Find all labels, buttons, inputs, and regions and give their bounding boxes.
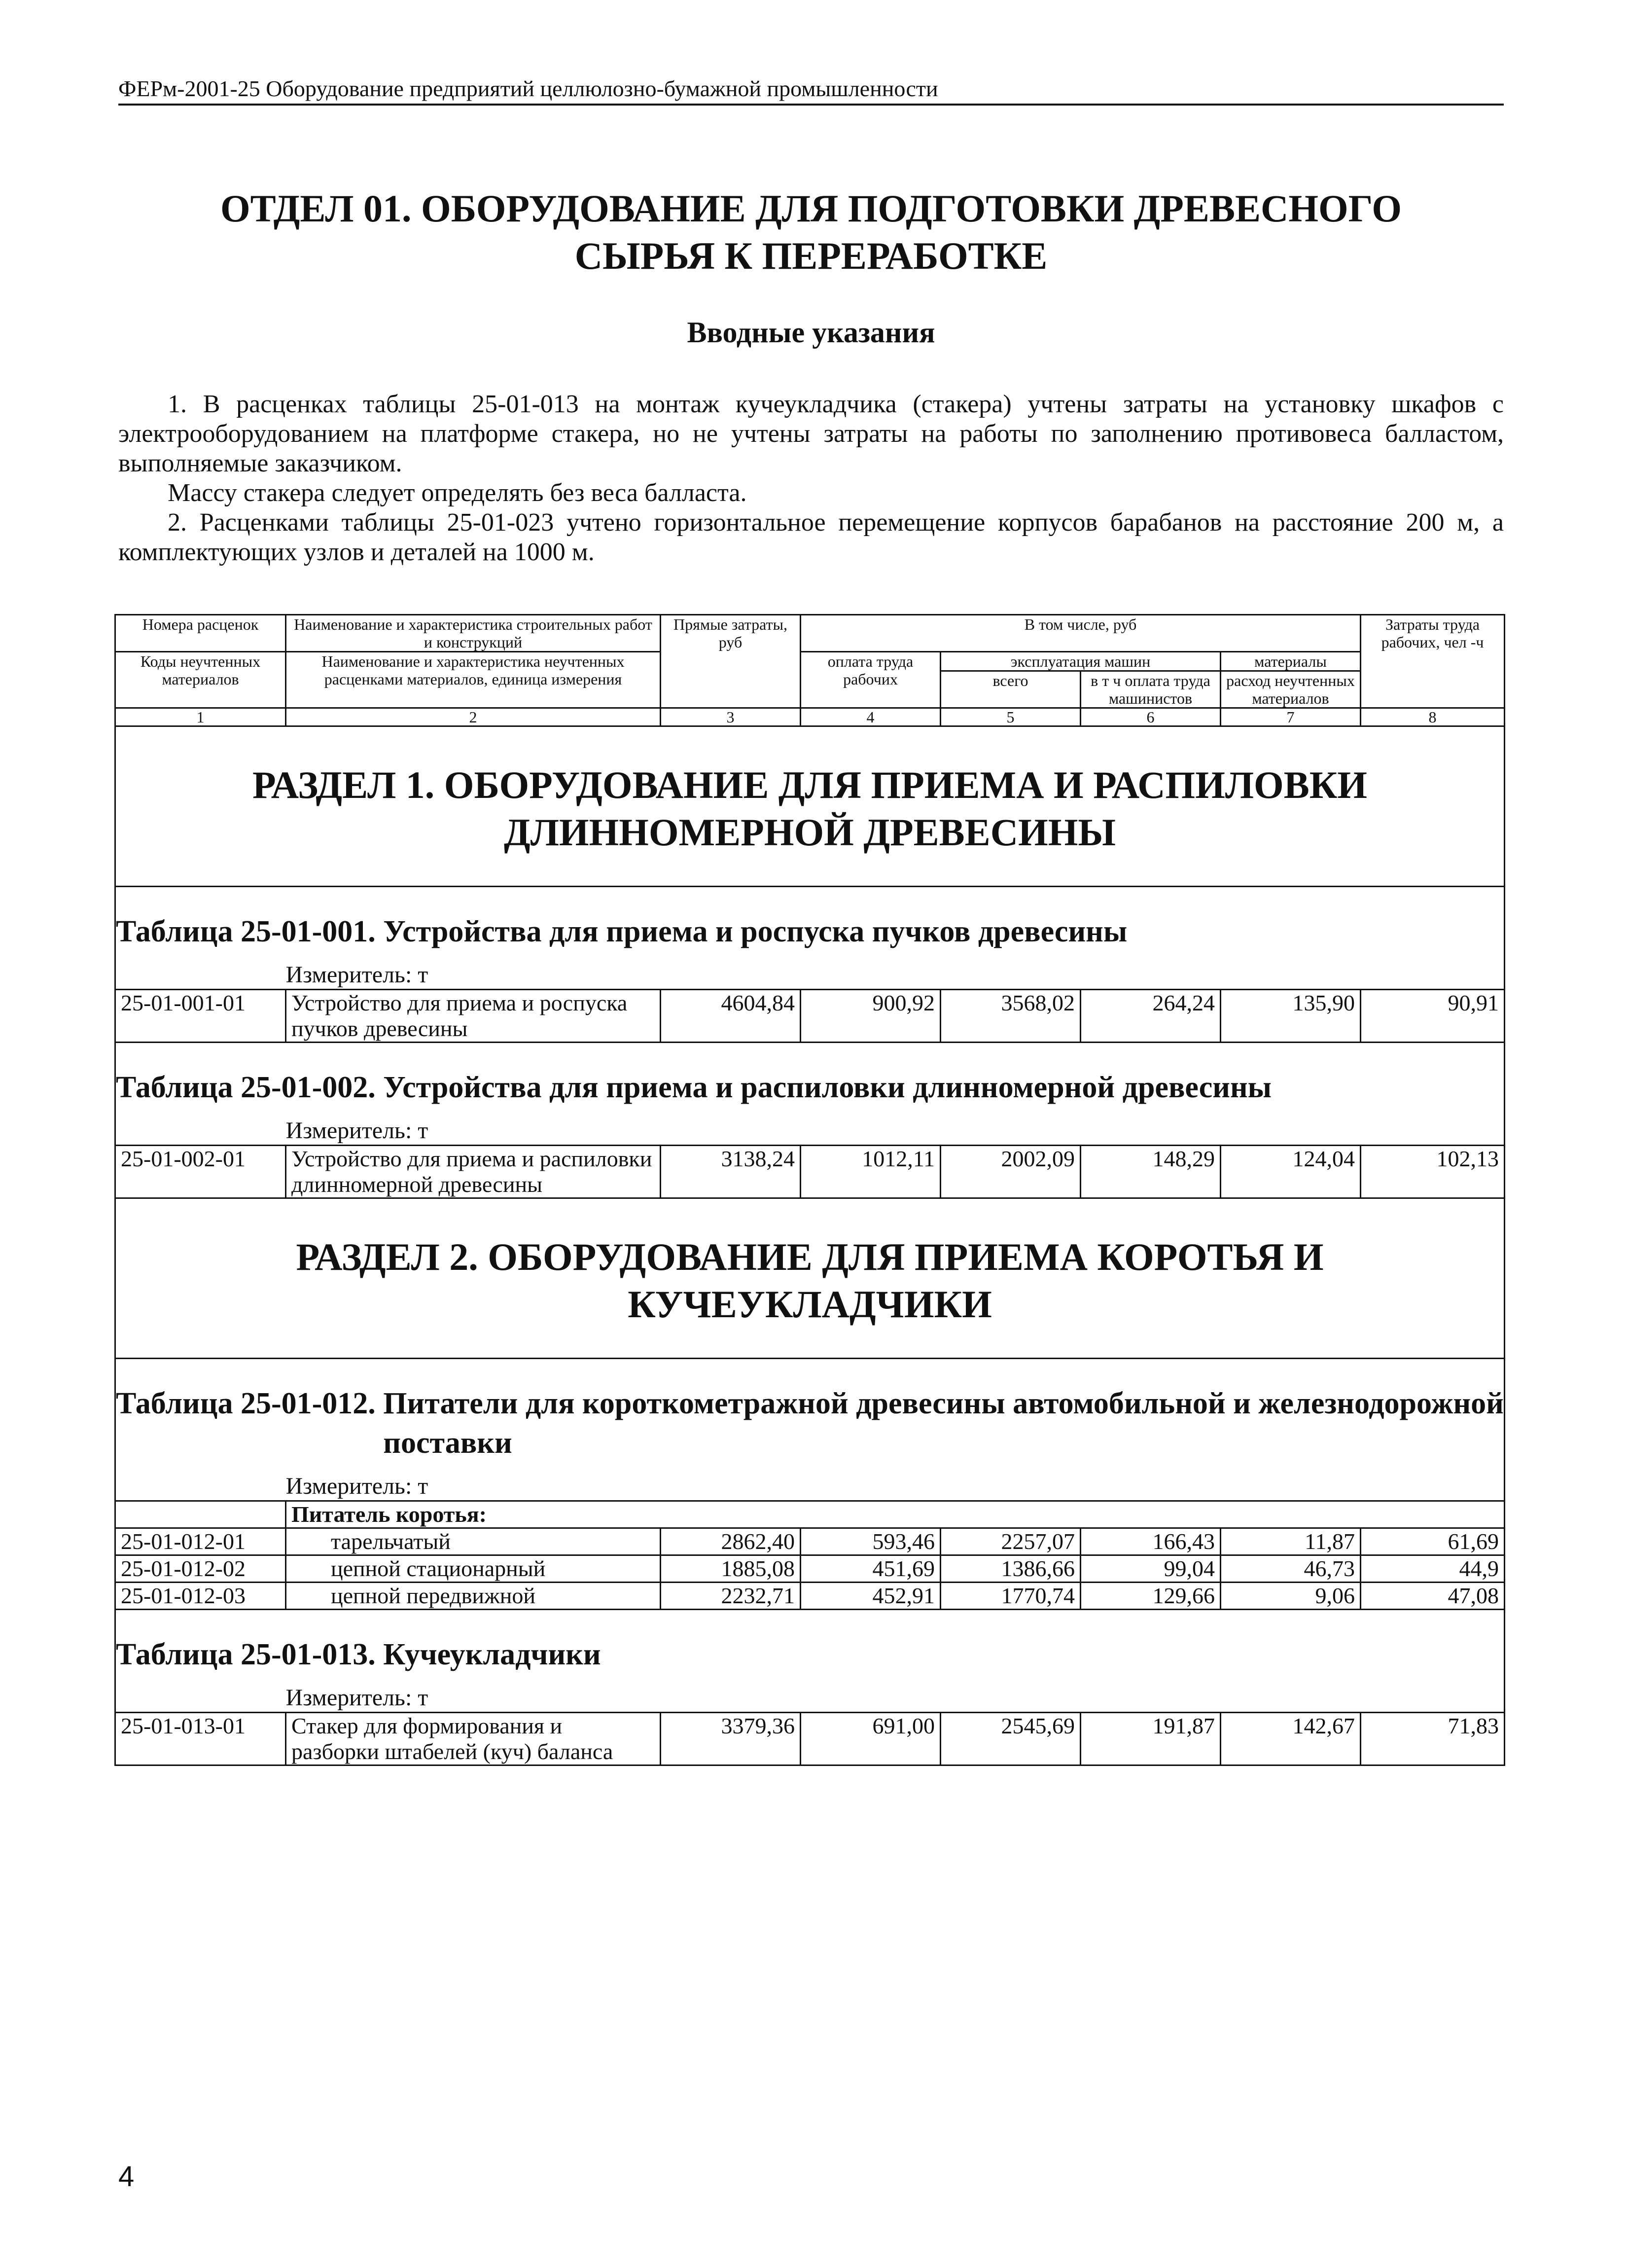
table-row xyxy=(115,1528,1505,1555)
section-title-row xyxy=(115,726,1505,887)
machinist-pay: 191,87 xyxy=(1081,1713,1221,1765)
table-title-label: Таблица 25-01-012. xyxy=(116,1387,376,1420)
labor-pay: 1012,11 xyxy=(801,1146,941,1198)
intro-heading: Вводные указания xyxy=(687,316,935,349)
table-title-name: Устройства для приема и роспуска пучков древесины xyxy=(383,915,1128,948)
running-header: ФЕРм-2001-25 Оборудование предприятий целлюлозно-бумажной промышленности xyxy=(118,76,1504,106)
measure-unit: Измеритель: т xyxy=(286,1463,1505,1501)
table-title xyxy=(115,1043,1505,1108)
chapter-title-line2: СЫРЬЯ К ПЕРЕРАБОТКЕ xyxy=(574,234,1048,277)
column-number: 5 xyxy=(941,708,1081,726)
rate-name: тарельчатый xyxy=(286,1528,661,1555)
column-number: 4 xyxy=(801,708,941,726)
section-title-row xyxy=(115,1198,1505,1359)
materials-costs: 142,67 xyxy=(1221,1713,1361,1765)
column-numbers-row xyxy=(115,708,1505,726)
rates-table xyxy=(114,614,1505,1766)
labor-hours: 102,13 xyxy=(1361,1146,1505,1198)
measure-spacer xyxy=(115,951,286,990)
materials-costs: 9,06 xyxy=(1221,1583,1361,1610)
labor-pay: 452,91 xyxy=(801,1583,941,1610)
table-header-row xyxy=(115,615,1505,652)
intro-paragraph: 1. В расценках таблицы 25-01-013 на монтаж кучеукладчика (стакера) учтены затраты на установку шкафов с электрооборудованием на платформе стакера, но не учтены затраты на работы по заполнению противовеса балластом, выполняемые заказчиком. xyxy=(118,390,1504,477)
materials-costs: 11,87 xyxy=(1221,1528,1361,1555)
header-machinist-pay: в т ч оплата труда машинистов xyxy=(1081,671,1221,708)
rate-code: 25-01-001-01 xyxy=(115,990,286,1043)
machinist-pay: 129,66 xyxy=(1081,1583,1221,1610)
header-direct-costs: Прямые затраты, руб xyxy=(661,615,801,708)
labor-hours: 71,83 xyxy=(1361,1713,1505,1765)
machine-costs: 1386,66 xyxy=(941,1555,1081,1583)
rate-name: Устройство для приема и распиловки длинномерной древесины xyxy=(286,1146,661,1198)
rate-name: Стакер для формирования и разборки штабелей (куч) баланса xyxy=(286,1713,661,1765)
direct-costs: 2862,40 xyxy=(661,1528,801,1555)
measure-row xyxy=(115,1107,1505,1146)
table-title-label: Таблица 25-01-001. xyxy=(116,915,376,948)
section-title-line1: РАЗДЕЛ 1. ОБОРУДОВАНИЕ ДЛЯ ПРИЕМА И РАСПИЛОВКИ xyxy=(252,763,1367,806)
header-machine-operation: эксплуатация машин xyxy=(941,652,1221,671)
direct-costs: 4604,84 xyxy=(661,990,801,1043)
table-title-name: Устройства для приема и распиловки длинномерной древесины xyxy=(383,1071,1272,1104)
machinist-pay: 264,24 xyxy=(1081,990,1221,1043)
machinist-pay: 99,04 xyxy=(1081,1555,1221,1583)
labor-hours: 47,08 xyxy=(1361,1583,1505,1610)
measure-row xyxy=(115,1463,1505,1501)
table-header-row xyxy=(115,652,1505,671)
labor-hours: 61,69 xyxy=(1361,1528,1505,1555)
rate-name: Устройство для приема и роспуска пучков древесины xyxy=(286,990,661,1043)
rate-code: 25-01-012-03 xyxy=(115,1583,286,1610)
header-codes-bottom: Коды неучтенных материалов xyxy=(115,652,286,708)
table-title-row xyxy=(115,1043,1505,1108)
table-title-row xyxy=(115,1610,1505,1675)
table-title-label: Таблица 25-01-002. xyxy=(116,1071,376,1104)
section-title xyxy=(115,726,1505,887)
measure-spacer xyxy=(115,1107,286,1146)
machine-costs: 2257,07 xyxy=(941,1528,1081,1555)
column-number: 1 xyxy=(115,708,286,726)
rate-name: цепной передвижной xyxy=(286,1583,661,1610)
direct-costs: 3379,36 xyxy=(661,1713,801,1765)
chapter-title-line1: ОТДЕЛ 01. ОБОРУДОВАНИЕ ДЛЯ ПОДГОТОВКИ ДРЕВЕСНОГО xyxy=(220,187,1402,230)
column-number: 7 xyxy=(1221,708,1361,726)
table-title-row xyxy=(115,1359,1505,1463)
section-title-line2: ДЛИННОМЕРНОЙ ДРЕВЕСИНЫ xyxy=(504,811,1116,854)
header-codes-top: Номера расценок xyxy=(115,615,286,652)
rate-code: 25-01-002-01 xyxy=(115,1146,286,1198)
header-including: В том числе, руб xyxy=(801,615,1361,652)
header-labor-costs: Затраты труда рабочих, чел -ч xyxy=(1361,615,1505,708)
measure-spacer xyxy=(115,1463,286,1501)
header-unaccounted-materials: расход неучтенных материалов xyxy=(1221,671,1361,708)
table-title xyxy=(115,1610,1505,1675)
group-label: Питатель коротья: xyxy=(286,1501,1505,1528)
header-total: всего xyxy=(941,671,1081,708)
table-row xyxy=(115,1713,1505,1765)
table-title-name: Питатели для короткометражной древесины автомобильной и железнодорожной поставки xyxy=(383,1387,1504,1460)
table-row xyxy=(115,1583,1505,1610)
materials-costs: 135,90 xyxy=(1221,990,1361,1043)
intro-paragraph: 2. Расценками таблицы 25-01-023 учтено горизонтальное перемещение корпусов барабанов на расстояние 200 м, а комплектующих узлов и деталей на 1000 м. xyxy=(118,508,1504,566)
measure-unit: Измеритель: т xyxy=(286,1107,1505,1146)
rate-code: 25-01-012-02 xyxy=(115,1555,286,1583)
machine-costs: 1770,74 xyxy=(941,1583,1081,1610)
table-row xyxy=(115,1146,1505,1198)
direct-costs: 2232,71 xyxy=(661,1583,801,1610)
table-title-row xyxy=(115,887,1505,952)
table-title xyxy=(115,1359,1505,1463)
column-number: 3 xyxy=(661,708,801,726)
labor-hours: 44,9 xyxy=(1361,1555,1505,1583)
labor-hours: 90,91 xyxy=(1361,990,1505,1043)
intro-paragraph: Массу стакера следует определять без веса балласта. xyxy=(168,479,747,507)
measure-row xyxy=(115,1674,1505,1713)
table-title-name: Кучеукладчики xyxy=(383,1638,601,1671)
header-name-top: Наименование и характеристика строительных работ и конструкций xyxy=(286,615,661,652)
section-title-line1: РАЗДЕЛ 2. ОБОРУДОВАНИЕ ДЛЯ ПРИЕМА КОРОТЬЯ И xyxy=(296,1235,1324,1278)
labor-pay: 900,92 xyxy=(801,990,941,1043)
group-spacer xyxy=(115,1501,286,1528)
header-labor-pay: оплата труда рабочих xyxy=(801,652,941,708)
measure-row xyxy=(115,951,1505,990)
group-row xyxy=(115,1501,1505,1528)
section-title xyxy=(115,1198,1505,1359)
chapter-title xyxy=(118,185,1504,280)
machinist-pay: 148,29 xyxy=(1081,1146,1221,1198)
table-title-label: Таблица 25-01-013. xyxy=(116,1638,376,1671)
labor-pay: 593,46 xyxy=(801,1528,941,1555)
rate-code: 25-01-013-01 xyxy=(115,1713,286,1765)
labor-pay: 451,69 xyxy=(801,1555,941,1583)
header-materials: материалы xyxy=(1221,652,1361,671)
rate-code: 25-01-012-01 xyxy=(115,1528,286,1555)
machine-costs: 2545,69 xyxy=(941,1713,1081,1765)
direct-costs: 3138,24 xyxy=(661,1146,801,1198)
measure-spacer xyxy=(115,1674,286,1713)
intro-text xyxy=(118,390,1504,567)
column-number: 2 xyxy=(286,708,661,726)
direct-costs: 1885,08 xyxy=(661,1555,801,1583)
measure-unit: Измеритель: т xyxy=(286,1674,1505,1713)
table-row xyxy=(115,1555,1505,1583)
labor-pay: 691,00 xyxy=(801,1713,941,1765)
machine-costs: 3568,02 xyxy=(941,990,1081,1043)
column-number: 6 xyxy=(1081,708,1221,726)
header-name-bottom: Наименование и характеристика неучтенных расценками материалов, единица измерения xyxy=(286,652,661,708)
section-title-line2: КУЧЕУКЛАДЧИКИ xyxy=(628,1283,992,1326)
measure-unit: Измеритель: т xyxy=(286,951,1505,990)
machinist-pay: 166,43 xyxy=(1081,1528,1221,1555)
materials-costs: 124,04 xyxy=(1221,1146,1361,1198)
rate-name: цепной стационарный xyxy=(286,1555,661,1583)
table-row xyxy=(115,990,1505,1043)
page-number: 4 xyxy=(118,2160,135,2193)
table-title xyxy=(115,887,1505,952)
materials-costs: 46,73 xyxy=(1221,1555,1361,1583)
machine-costs: 2002,09 xyxy=(941,1146,1081,1198)
column-number: 8 xyxy=(1361,708,1505,726)
